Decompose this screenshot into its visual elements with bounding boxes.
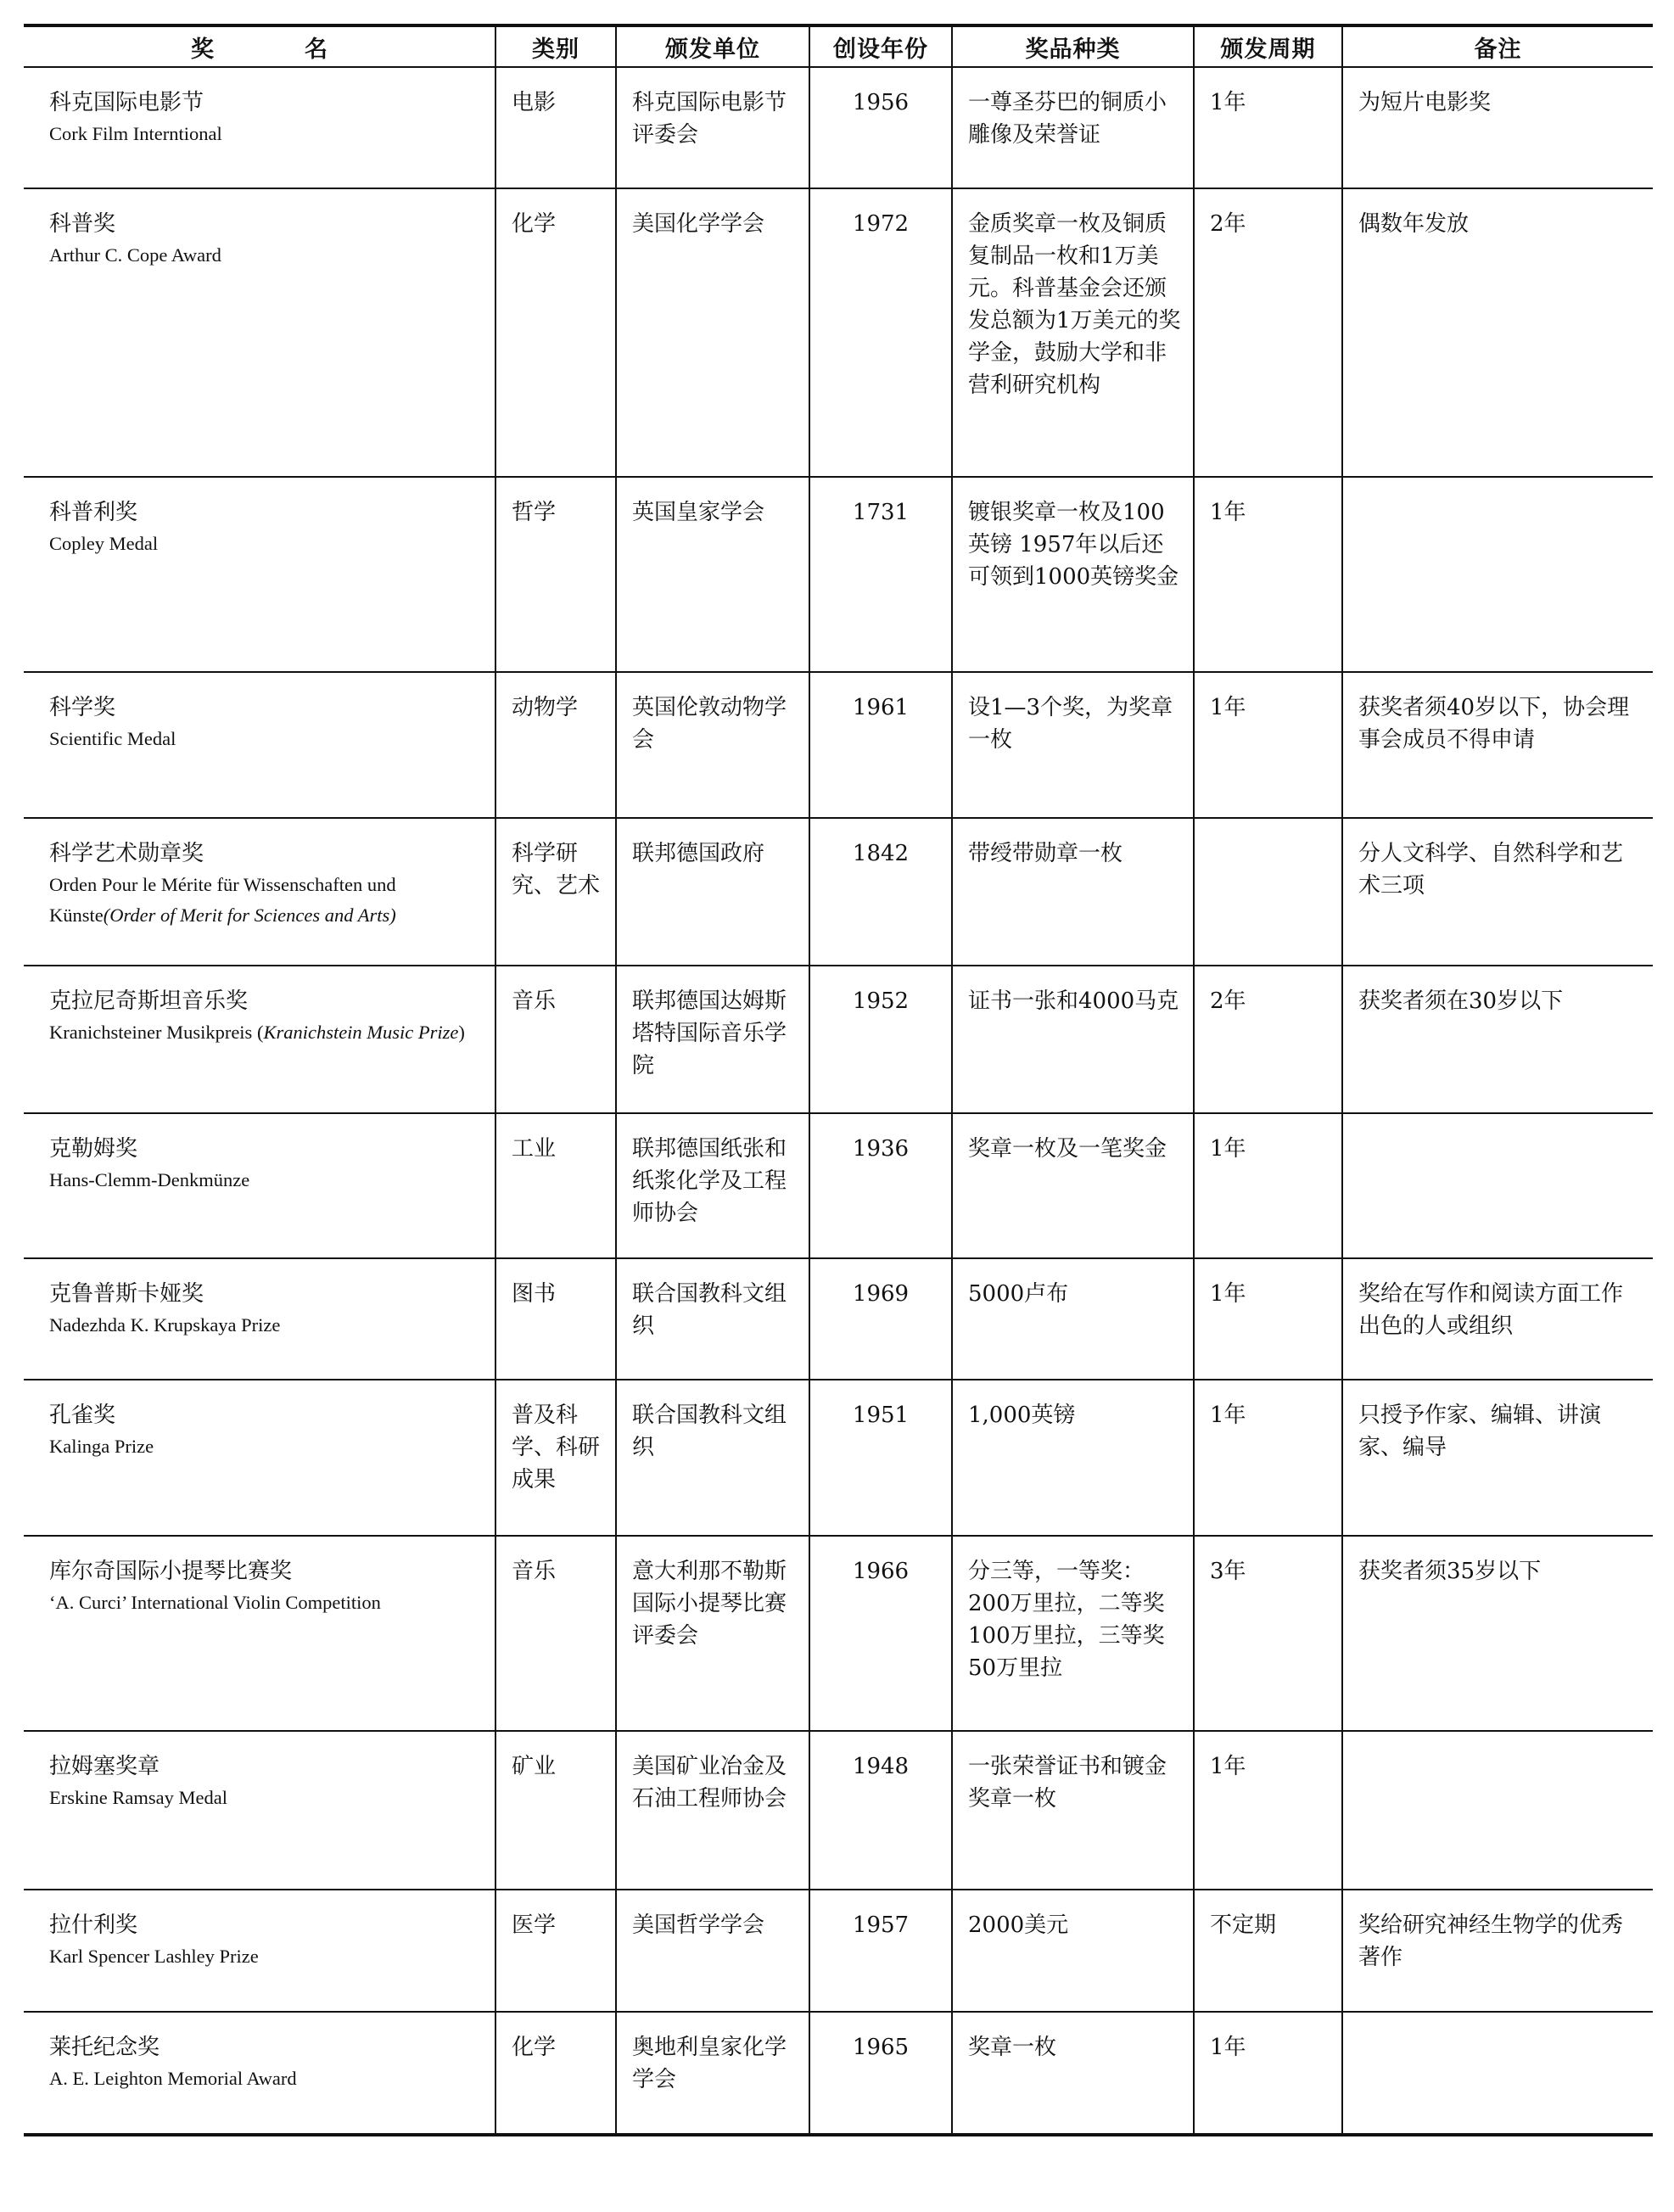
table-row	[24, 477, 1653, 672]
award-name-en: Kalinga Prize	[49, 1436, 154, 1457]
organization-cell: 美国矿业冶金及石油工程师协会	[616, 1731, 809, 1890]
period-cell: 1年	[1194, 67, 1342, 188]
award-name-cell	[24, 818, 495, 966]
note-cell: 奖给研究神经生物学的优秀著作	[1342, 1890, 1653, 2012]
header-notes: 备注	[1342, 25, 1653, 67]
organization-cell: 联合国教科文组织	[616, 1258, 809, 1380]
year-cell: 1842	[809, 818, 952, 966]
prize-cell: 证书一张和4000马克	[952, 966, 1194, 1113]
award-name-cell	[24, 672, 495, 818]
category-cell: 电影	[495, 67, 616, 188]
category-cell: 化学	[495, 188, 616, 477]
table-row	[24, 672, 1653, 818]
note-cell: 获奖者须35岁以下	[1342, 1536, 1653, 1731]
period-cell: 1年	[1194, 1380, 1342, 1536]
organization-cell: 科克国际电影节评委会	[616, 67, 809, 188]
category-cell: 哲学	[495, 477, 616, 672]
organization-cell: 美国哲学学会	[616, 1890, 809, 2012]
table-row	[24, 1731, 1653, 1890]
category-cell: 音乐	[495, 966, 616, 1113]
award-name-en: Karl Spencer Lashley Prize	[49, 1946, 259, 1967]
table-row	[24, 966, 1653, 1113]
award-name-cn: 克拉尼奇斯坦音乐奖	[49, 988, 249, 1014]
year-cell: 1948	[809, 1731, 952, 1890]
note-cell: 获奖者须在30岁以下	[1342, 966, 1653, 1113]
award-name-cn: 科学奖	[49, 695, 116, 720]
prize-cell: 分三等，一等奖：200万里拉，二等奖100万里拉，三等奖50万里拉	[952, 1536, 1194, 1731]
organization-cell: 意大利那不勒斯国际小提琴比赛评委会	[616, 1536, 809, 1731]
header-year: 创设年份	[809, 25, 952, 67]
period-cell	[1194, 818, 1342, 966]
award-name-cell	[24, 67, 495, 188]
award-name-cell	[24, 1380, 495, 1536]
prize-cell: 镀银奖章一枚及100英镑 1957年以后还可领到1000英镑奖金	[952, 477, 1194, 672]
prize-cell: 一张荣誉证书和镀金奖章一枚	[952, 1731, 1194, 1890]
award-name-cell	[24, 1536, 495, 1731]
note-cell: 获奖者须40岁以下，协会理事会成员不得申请	[1342, 672, 1653, 818]
organization-cell: 美国化学学会	[616, 188, 809, 477]
prize-cell: 一尊圣芬巴的铜质小雕像及荣誉证	[952, 67, 1194, 188]
prize-cell: 2000美元	[952, 1890, 1194, 2012]
award-name-en-main: Kranichsteiner Musikpreis (	[49, 1022, 264, 1043]
awards-table	[24, 24, 1653, 2136]
year-cell: 1951	[809, 1380, 952, 1536]
award-name-en: Copley Medal	[49, 533, 159, 554]
category-cell: 化学	[495, 2012, 616, 2135]
prize-cell: 5000卢布	[952, 1258, 1194, 1380]
award-name-en	[49, 870, 486, 931]
note-cell: 奖给在写作和阅读方面工作出色的人或组织	[1342, 1258, 1653, 1380]
prize-cell: 带绶带勋章一枚	[952, 818, 1194, 966]
prize-cell: 奖章一枚	[952, 2012, 1194, 2135]
year-cell: 1969	[809, 1258, 952, 1380]
period-cell: 1年	[1194, 2012, 1342, 2135]
note-cell: 为短片电影奖	[1342, 67, 1653, 188]
note-cell	[1342, 2012, 1653, 2135]
prize-cell: 奖章一枚及一笔奖金	[952, 1113, 1194, 1258]
category-cell: 动物学	[495, 672, 616, 818]
table-row	[24, 1258, 1653, 1380]
header-prize-type: 奖品种类	[952, 25, 1194, 67]
period-cell: 1年	[1194, 1258, 1342, 1380]
award-name-en-tail: )	[458, 1022, 465, 1043]
year-cell: 1952	[809, 966, 952, 1113]
category-cell: 图书	[495, 1258, 616, 1380]
header-category: 类别	[495, 25, 616, 67]
award-name-en: Scientific Medal	[49, 728, 176, 749]
award-name-cell	[24, 477, 495, 672]
organization-cell: 英国皇家学会	[616, 477, 809, 672]
award-name-cn: 库尔奇国际小提琴比赛奖	[49, 1559, 293, 1584]
year-cell: 1961	[809, 672, 952, 818]
award-name-en: Erskine Ramsay Medal	[49, 1787, 227, 1808]
award-name-cn: 科普利奖	[49, 500, 138, 525]
period-cell: 不定期	[1194, 1890, 1342, 2012]
prize-cell: 1,000英镑	[952, 1380, 1194, 1536]
period-cell: 2年	[1194, 966, 1342, 1113]
award-name-en: Hans-Clemm-Denkmünze	[49, 1169, 250, 1190]
organization-cell: 联邦德国达姆斯塔特国际音乐学院	[616, 966, 809, 1113]
award-name-en-italic: Kranichstein Music Prize	[263, 1022, 459, 1043]
award-name-en: Cork Film Interntional	[49, 123, 222, 144]
note-cell: 偶数年发放	[1342, 188, 1653, 477]
organization-cell: 联合国教科文组织	[616, 1380, 809, 1536]
award-name-cell	[24, 1890, 495, 2012]
note-cell	[1342, 1731, 1653, 1890]
prize-cell: 金质奖章一枚及铜质复制品一枚和1万美元。科普基金会还颁发总额为1万美元的奖学金，鼓励大学和非营利研究机构	[952, 188, 1194, 477]
award-name-en: Nadezhda K. Krupskaya Prize	[49, 1314, 281, 1336]
award-name-cn: 克勒姆奖	[49, 1136, 138, 1162]
award-name-en: ‘A. Curci’ International Violin Competition	[49, 1592, 381, 1613]
table-row	[24, 1890, 1653, 2012]
award-name-en: Arthur C. Cope Award	[49, 244, 221, 266]
period-cell: 2年	[1194, 188, 1342, 477]
category-cell: 工业	[495, 1113, 616, 1258]
note-cell: 分人文科学、自然科学和艺术三项	[1342, 818, 1653, 966]
organization-cell: 英国伦敦动物学会	[616, 672, 809, 818]
award-name-en	[49, 1017, 486, 1048]
organization-cell: 联邦德国纸张和纸浆化学及工程师协会	[616, 1113, 809, 1258]
period-cell: 1年	[1194, 1113, 1342, 1258]
award-name-en-italic: (Order of Merit for Sciences and Arts)	[103, 904, 396, 926]
award-name-cell	[24, 1731, 495, 1890]
category-cell: 普及科学、科研成果	[495, 1380, 616, 1536]
award-name-cell	[24, 1258, 495, 1380]
award-name-cell	[24, 1113, 495, 1258]
year-cell: 1966	[809, 1536, 952, 1731]
period-cell: 1年	[1194, 1731, 1342, 1890]
note-cell: 只授予作家、编辑、讲演家、编导	[1342, 1380, 1653, 1536]
period-cell: 1年	[1194, 672, 1342, 818]
category-cell: 科学研究、艺术	[495, 818, 616, 966]
note-cell	[1342, 477, 1653, 672]
award-table-page	[24, 24, 1653, 2136]
header-row	[24, 25, 1653, 67]
category-cell: 矿业	[495, 1731, 616, 1890]
table-row	[24, 1536, 1653, 1731]
award-name-cell	[24, 966, 495, 1113]
table-row	[24, 1380, 1653, 1536]
year-cell: 1972	[809, 188, 952, 477]
table-row	[24, 1113, 1653, 1258]
award-name-en-main: Orden Pour le Mérite für Wissenschaften und Künste	[49, 874, 396, 926]
organization-cell: 联邦德国政府	[616, 818, 809, 966]
prize-cell: 设1—3个奖，为奖章一枚	[952, 672, 1194, 818]
year-cell: 1936	[809, 1113, 952, 1258]
category-cell: 音乐	[495, 1536, 616, 1731]
award-name-cell	[24, 2012, 495, 2135]
table-row	[24, 67, 1653, 188]
award-name-cn: 科克国际电影节	[49, 90, 204, 115]
year-cell: 1731	[809, 477, 952, 672]
table-row	[24, 2012, 1653, 2135]
award-name-cell	[24, 188, 495, 477]
year-cell: 1965	[809, 2012, 952, 2135]
period-cell: 1年	[1194, 477, 1342, 672]
note-cell	[1342, 1113, 1653, 1258]
award-name-cn: 科学艺术勋章奖	[49, 841, 204, 866]
award-name-cn: 孔雀奖	[49, 1403, 116, 1428]
organization-cell: 奥地利皇家化学学会	[616, 2012, 809, 2135]
category-cell: 医学	[495, 1890, 616, 2012]
table-row	[24, 188, 1653, 477]
award-name-cn: 科普奖	[49, 211, 116, 237]
year-cell: 1956	[809, 67, 952, 188]
award-name-cn: 拉什利奖	[49, 1912, 138, 1938]
award-name-cn: 莱托纪念奖	[49, 2035, 160, 2060]
header-period: 颁发周期	[1194, 25, 1342, 67]
header-award-name: 奖 名	[24, 25, 495, 67]
award-name-cn: 克鲁普斯卡娅奖	[49, 1281, 204, 1307]
table-row	[24, 818, 1653, 966]
period-cell: 3年	[1194, 1536, 1342, 1731]
award-name-en: A. E. Leighton Memorial Award	[49, 2068, 297, 2089]
year-cell: 1957	[809, 1890, 952, 2012]
header-organization: 颁发单位	[616, 25, 809, 67]
award-name-cn: 拉姆塞奖章	[49, 1754, 160, 1779]
